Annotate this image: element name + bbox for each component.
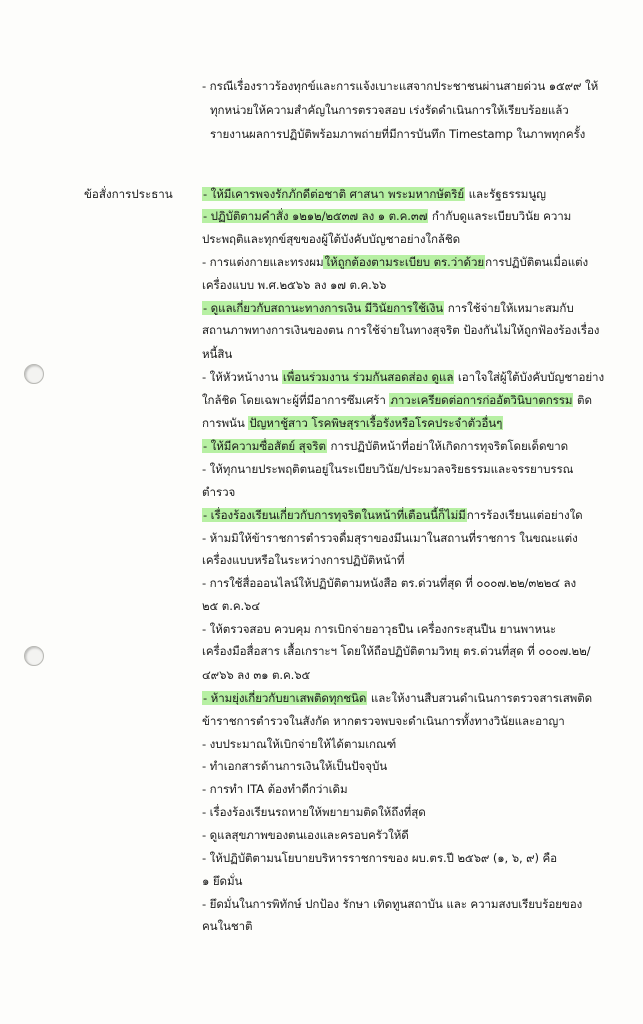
- highlighted-text: - ปฏิบัติตามคำสั่ง ๑๒๑๒/๒๕๓๗ ลง ๑ ต.ค.๓๗: [203, 209, 428, 223]
- directive-line: [202, 621, 556, 639]
- line-text: - งบประมาณให้เบิกจ่ายให้ได้ตามเกณฑ์: [202, 737, 397, 751]
- highlighted-text: ภาวะเครียดต่อการก่ออัตวินิบาตกรรม: [390, 393, 573, 407]
- line-text: เครื่องแบบหรือในระหว่างการปฏิบัติหน้าที่: [202, 553, 405, 567]
- directive-line: [202, 690, 592, 708]
- line-text: - การใช้สื่อออนไลน์ให้ปฏิบัติตามหนังสือ ตร.ด่วนที่สุด ที่ ๐๐๐๗.๒๒/๓๒๒๔ ลง: [202, 576, 577, 590]
- directive-line: [202, 507, 583, 525]
- line-text: หนี้สิน: [202, 347, 233, 361]
- directive-line: [202, 484, 235, 502]
- line-text: เอาใจใส่ผู้ใต้บังคับบัญชาอย่าง: [454, 370, 605, 384]
- line-text: ตำรวจ: [202, 485, 236, 499]
- line-text: ติด: [573, 393, 592, 407]
- directive-line: [202, 896, 582, 914]
- directive-line: [202, 643, 590, 661]
- line-text: การปฏิบัติตนเมื่อแต่ง: [485, 255, 589, 269]
- directive-line: [202, 231, 460, 249]
- highlighted-text: ปัญหาชู้สาว โรคพิษสุราเรื้อรังหรือโรคประจำตัวอื่นๆ: [249, 416, 503, 430]
- line-text: - เรื่องร้องเรียนรถหายให้พยายามติดให้ถึงที่สุด: [202, 805, 426, 819]
- highlighted-text: ให้ถูกต้องตามระเบียบ ตร.ว่าด้วย: [324, 255, 485, 269]
- directive-line: [202, 415, 503, 433]
- line-text: และให้งานสืบสวนดำเนินการตรวจสารเสพติด: [367, 691, 593, 705]
- directive-line: [202, 804, 426, 822]
- line-text: - ให้ทุกนายประพฤติตนอยู่ในระเบียบวินัย/ประมวลจริยธรรมและจรรยาบรรณ: [202, 462, 574, 476]
- line-text: - ดูแลสุขภาพของตนเองและครอบครัวให้ดี: [202, 828, 409, 842]
- directive-line: [202, 438, 568, 456]
- highlighted-text: เพื่อนร่วมงาน ร่วมกันสอดส่อง ดูแล: [282, 370, 454, 384]
- line-text: เครื่องมือสื่อสาร เสื้อเกราะฯ โดยให้ถือปฏิบัติตามวิทยุ ตร.ด่วนที่สุด ที่ ๐๐๐๗.๒๒/: [202, 644, 591, 658]
- line-text: - ให้ปฏิบัติตามนโยบายบริหารราชการของ ผบ.ตร.ปี ๒๕๖๙ (๑, ๖, ๙) คือ: [202, 851, 558, 865]
- directive-line: [202, 277, 386, 295]
- highlighted-text: - ดูแลเกี่ยวกับสถานะทางการเงิน มีวินัยการใช้เงิน: [203, 301, 444, 315]
- directive-line: [202, 530, 578, 548]
- line-text: การพนัน: [202, 416, 249, 430]
- line-text: สถานภาพทางการเงินของตน การใช้จ่ายในทางสุจริต ป้องกันไม่ให้ถูกฟ้องร้องเรื่อง: [202, 323, 600, 337]
- punch-hole-icon: [24, 646, 44, 666]
- line-text: - ทำเอกสารด้านการเงินให้เป็นปัจจุบัน: [202, 759, 388, 773]
- line-text: การใช้จ่ายให้เหมาะสมกับ: [444, 301, 574, 315]
- line-text: - ให้หัวหน้างาน: [202, 370, 282, 384]
- directive-line: [202, 254, 588, 272]
- highlighted-text: - ให้มีเคารพจงรักภักดีต่อชาติ ศาสนา พระมหากษัตริย์: [203, 187, 465, 201]
- line-text: ข้าราชการตำรวจในสังกัด หากตรวจพบจะดำเนินการทั้งทางวินัยและอาญา: [202, 714, 565, 728]
- line-text: กำกับดูแลระเบียบวินัย ความ: [428, 209, 572, 223]
- highlighted-text: - เรื่องร้องเรียนเกี่ยวกับการทุจริตในหน้าที่เตือนนี้ก็ไม่มี: [203, 508, 466, 522]
- intro-line: - กรณีเรื่องราวร้องทุกข์และการแจ้งเบาะแสจากประชาชนผ่านสายด่วน ๑๕๙๙ ให้: [202, 79, 599, 93]
- line-text: ๒๕ ต.ค.๖๔: [202, 599, 260, 613]
- directive-line: [202, 369, 604, 387]
- directive-line: [202, 827, 409, 845]
- line-text: คนในชาติ: [202, 919, 253, 933]
- line-text: - ให้ตรวจสอบ ควบคุม การเบิกจ่ายอาวุธปืน เครื่องกระสุนปืน ยานพาหนะ: [202, 622, 556, 636]
- directive-line: [202, 918, 252, 936]
- intro-line: รายงานผลการปฏิบัติพร้อมภาพถ่ายที่มีการบันทึก Timestamp ในภาพทุกครั้ง: [210, 127, 586, 141]
- directive-line: [202, 208, 571, 226]
- line-text: ประพฤติและทุกข์สุขของผู้ใต้บังคับบัญชาอย่างใกล้ชิด: [202, 232, 461, 246]
- line-text: การปฏิบัติหน้าที่อย่าให้เกิดการทุจริตโดยเด็ดขาด: [326, 439, 569, 453]
- highlighted-text: - ให้มีความซื่อสัตย์ สุจริต: [203, 439, 326, 453]
- directive-line: [202, 552, 404, 570]
- highlighted-text: - ห้ามยุ่งเกี่ยวกับยาเสพติดทุกชนิด: [203, 691, 367, 705]
- line-text: การร้องเรียนแต่อย่างใด: [466, 508, 583, 522]
- directive-line: [202, 781, 348, 799]
- directive-line: [202, 300, 574, 318]
- directive-line: [202, 392, 592, 410]
- line-text: ๑ ยึดมั่น: [202, 874, 243, 888]
- line-text: - ห้ามมิให้ข้าราชการตำรวจดื่มสุราของมึนเมาในสถานที่ราชการ ในขณะแต่ง: [202, 531, 578, 545]
- line-text: เครื่องแบบ พ.ศ.๒๕๖๖ ลง ๑๗ ต.ค.๖๖: [202, 278, 387, 292]
- directive-line: [202, 873, 242, 891]
- directive-line: [202, 575, 576, 593]
- line-text: ๔๙๖๖ ลง ๓๑ ต.ค.๖๕: [202, 668, 311, 682]
- directive-line: [202, 461, 573, 479]
- punch-hole-icon: [24, 364, 44, 384]
- directive-line: [202, 758, 387, 776]
- directive-line: [202, 850, 557, 868]
- directive-line: [202, 186, 546, 204]
- line-text: - การแต่งกายและทรงผม: [202, 255, 324, 269]
- directive-line: [202, 598, 260, 616]
- intro-line: ทุกหน่วยให้ความสำคัญในการตรวจสอบ เร่งรัดดำเนินการให้เรียบร้อยแล้ว: [210, 103, 569, 117]
- section-label: ข้อสั่งการประธาน: [84, 187, 173, 201]
- directive-line: [202, 667, 310, 685]
- line-text: และรัฐธรรมนูญ: [465, 187, 546, 201]
- directive-line: [202, 346, 232, 364]
- line-text: - การทำ ITA ต้องทำดีกว่าเดิม: [202, 782, 348, 796]
- directive-line: [202, 322, 599, 340]
- line-text: ใกล้ชิด โดยเฉพาะผู้ที่มีอาการซึมเศร้า: [202, 393, 390, 407]
- line-text: - ยึดมั่นในการพิทักษ์ ปกป้อง รักษา เทิดทูนสถาบัน และ ความสงบเรียบร้อยของ: [202, 897, 583, 911]
- directive-line: [202, 736, 396, 754]
- directive-line: [202, 713, 565, 731]
